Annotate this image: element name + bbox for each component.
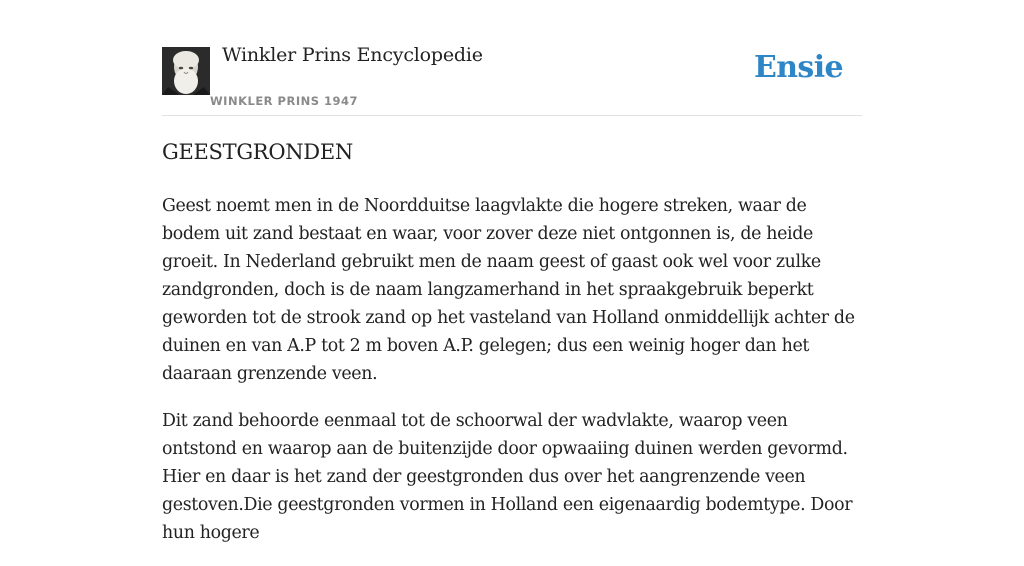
source-title[interactable]: Winkler Prins Encyclopedie (222, 44, 483, 66)
source-header (162, 0, 862, 116)
article-body (162, 192, 862, 566)
source-subtitle-link[interactable]: WINKLER PRINS 1947 (210, 94, 359, 108)
portrait-avatar-icon[interactable] (162, 47, 210, 95)
article-paragraph: Dit zand behoorde eenmaal tot de schoorwal der wadvlakte, waarop veen ontstond en waarop aan de buitenzijde door opwaaiing duinen werden gevormd. Hier en daar is het zand der geestgronden dus over het aangrenzende veen gestoven.Die geestgronden vormen in Holland een eigenaardig bodemtype. Door hun hogere (162, 411, 853, 543)
content-container (162, 0, 862, 543)
brand-logo[interactable]: Ensie (753, 50, 843, 85)
article-paragraph: Geest noemt men in de Noordduitse laagvlakte die hogere streken, waar de bodem uit zand bestaat en waar, voor zover deze niet ontgonnen is, de heide groeit. In Nederland gebruikt men de naam geest of gaast ook wel voor zulke zandgronden, doch is de naam langzamerhand in het spraakgebruik beperkt geworden tot de strook zand op het vasteland van Holland onmiddellijk achter de duinen en van A.P tot 2 m boven A.P. gelegen; dus een weinig hoger dan het daaraan grenzende veen. (162, 196, 855, 384)
article-title: GEESTGRONDEN (162, 140, 353, 164)
